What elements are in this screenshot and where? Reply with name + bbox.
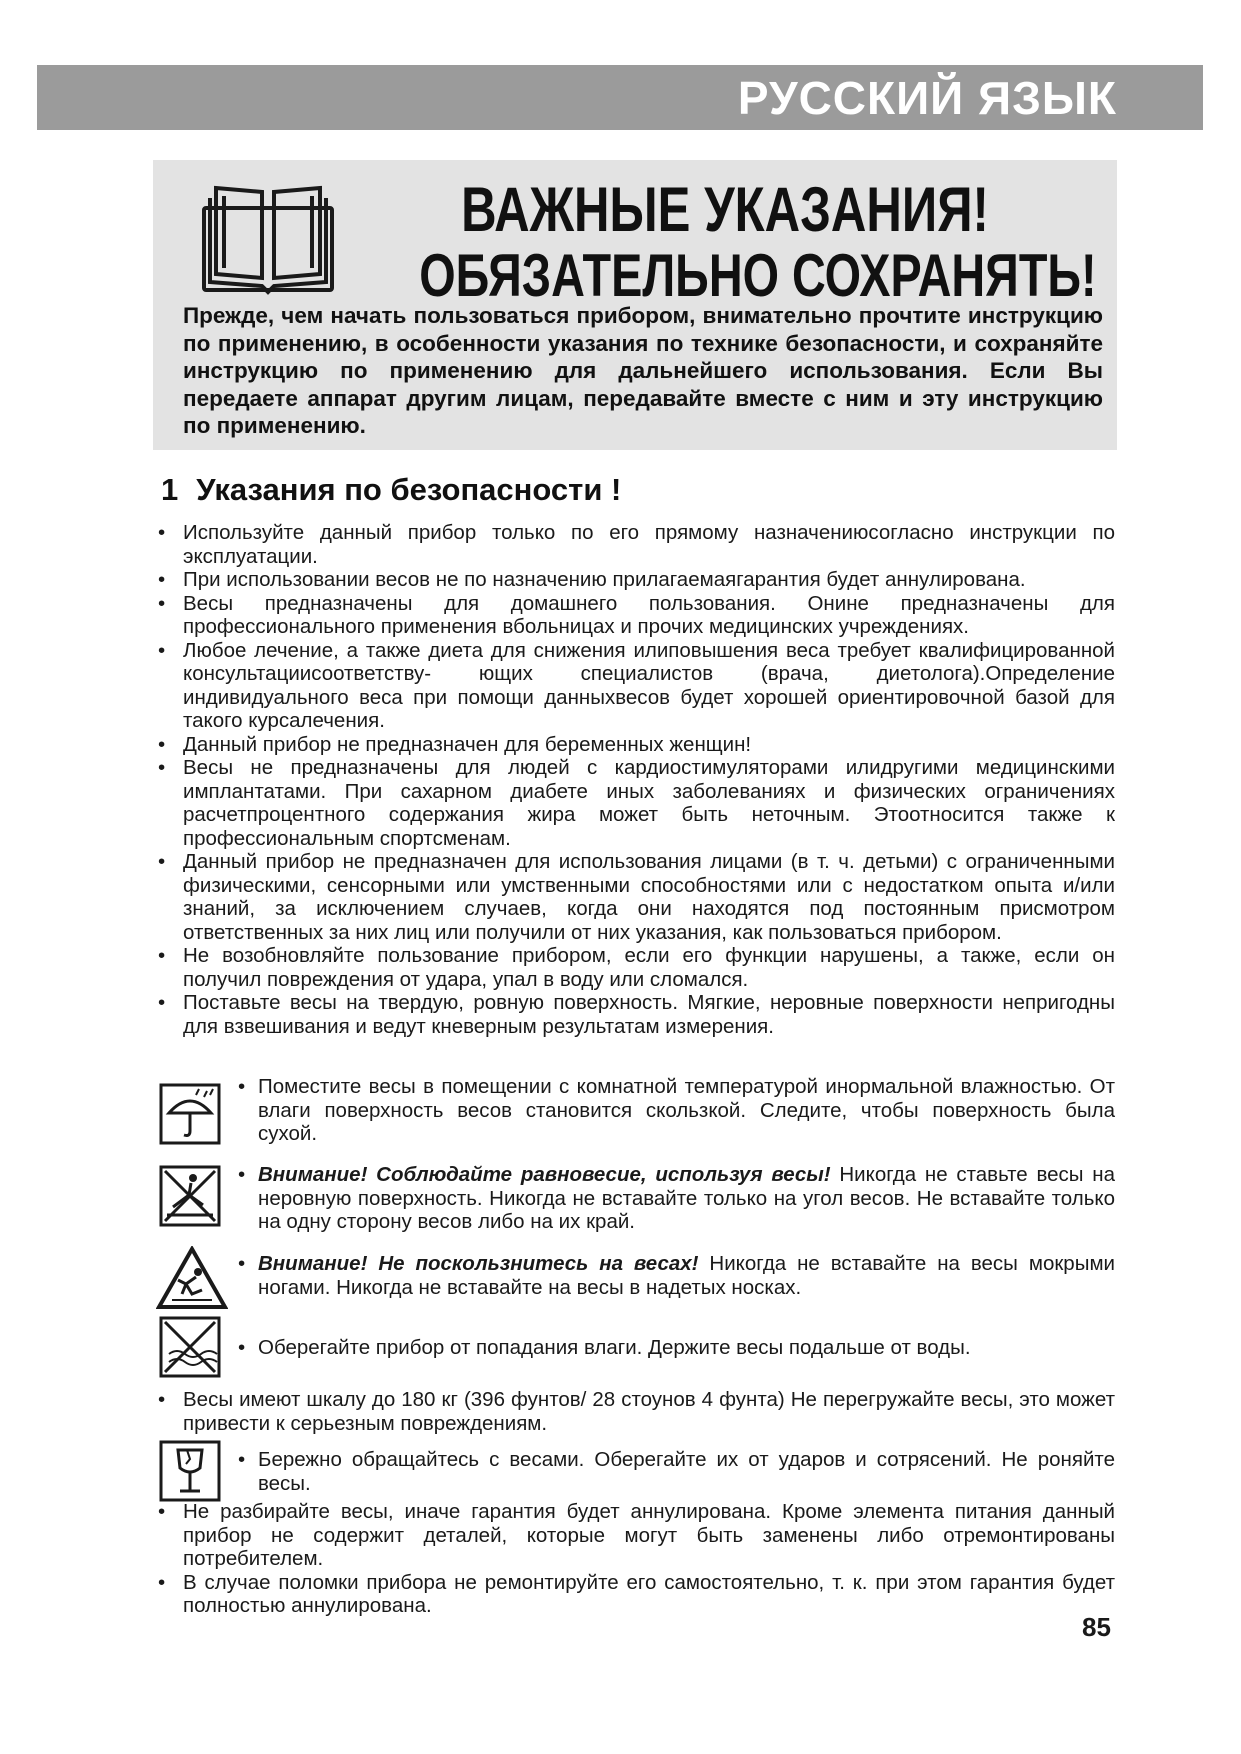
balance-emphasis: Внимание! Соблюдайте равновесие, используя весы! <box>258 1163 831 1186</box>
safety-list-top <box>155 521 1115 1038</box>
section-title <box>161 470 621 510</box>
water-text: • Оберегайте прибор от попадания влаги. Держите весы подальше от воды. <box>238 1336 1115 1360</box>
list-item: • Не разбирайте весы, иначе гарантия будет аннулирована. Кроме элемента питания данный прибор не содержит деталей, которые могут быть заменены либо отремонтированы потребителем. <box>155 1500 1115 1571</box>
list-item: • Используйте данный прибор только по его прямому назначениюсогласно инструкции по эксплуатации. <box>155 521 1115 568</box>
slip-body: Никогда не вставайте на весы мокрыми ногами. Никогда не вставайте на весы в надетых носках. <box>258 1252 1115 1299</box>
no-edge-standing-icon <box>159 1165 221 1227</box>
list-item: • Любое лечение, а также диета для снижения илиповышения веса требует квалифицированной консультациисоответству- ющих специалистов (врача, диетолога).Определение индивидуального веса при помощи данныхвесов будет хорошей ориентировочной базой для такого курсалечения. <box>155 639 1115 733</box>
notice-heading-line2: ОБЯЗАТЕЛЬНО СОХРАНЯТЬ! <box>419 242 1097 309</box>
list-item: • Данный прибор не предназначен для использования лицами (в т. ч. детьми) с ограниченными физическими, сенсорными или умственными способностями или с недостатком опыта и/или знаний, за исключением случаев, когда они находятся под постоянным присмотром ответственных за них лиц или получили от них указания, как пользоваться прибором. <box>155 850 1115 944</box>
umbrella-humidity-icon <box>159 1083 221 1145</box>
safety-list-bottom <box>155 1500 1115 1618</box>
slip-warning-icon <box>156 1246 228 1310</box>
no-water-icon <box>159 1316 221 1378</box>
list-item: • Весы имеют шкалу до 180 кг (396 фунтов/ 28 стоунов 4 фунта) Не перегружайте весы, это может привести к серьезным повреждениям. <box>155 1388 1115 1435</box>
notice-heading-line1: ВАЖНЫЕ УКАЗАНИЯ! <box>461 175 989 245</box>
humidity-text: • Поместите весы в помещении с комнатной температурой инормальной влажностью. От влаги поверхность весов становится скользкой. Следите, чтобы поверхность была сухой. <box>238 1075 1115 1146</box>
fragile-glass-icon <box>159 1440 221 1502</box>
section-title-text: Указания по безопасности ! <box>196 472 622 507</box>
list-item: • В случае поломки прибора не ремонтируйте его самостоятельно, т. к. при этом гарантия будет полностью аннулирована. <box>155 1571 1115 1618</box>
list-item: • Данный прибор не предназначен для беременных женщин! <box>155 733 1115 757</box>
slip-emphasis: Внимание! Не поскользнитесь на весах! <box>258 1252 699 1275</box>
balance-body: Никогда не ставьте весы на неровную поверхность. Никогда не вставайте только на угол весов. Не вставайте только на одну сторону весов либо на их край. <box>258 1163 1115 1233</box>
section-number: 1 <box>161 472 179 507</box>
list-item: • Весы предназначены для домашнего пользования. Онине предназначены для профессионального применения вбольницах и прочих медицинских учреждениях. <box>155 592 1115 639</box>
header-bar <box>37 65 1203 130</box>
balance-text <box>238 1163 1115 1234</box>
slip-text <box>238 1252 1115 1299</box>
page-number: 85 <box>1082 1612 1111 1642</box>
fragile-text: • Бережно обращайтесь с весами. Оберегайте их от ударов и сотрясений. Не роняйте весы. <box>238 1448 1115 1495</box>
list-item: • Весы не предназначены для людей с кардиостимуляторами илидругими медицинскими имплантатами. При сахарном диабете иных заболеваниях и физических ограничениях расчетпроцентного содержания жира может быть неточным. Этоотносится также к профессиональным спортсменам. <box>155 756 1115 850</box>
important-notice-box <box>153 160 1117 450</box>
language-title: РУССКИЙ ЯЗЫК <box>737 72 1117 124</box>
list-item: • Поставьте весы на твердую, ровную поверхность. Мягкие, неровные поверхности непригодны для взвешивания и ведут кневерным результатам измерения. <box>155 991 1115 1038</box>
capacity-list <box>155 1388 1115 1435</box>
list-item: • При использовании весов не по назначению прилагаемаягарантия будет аннулирована. <box>155 568 1115 592</box>
list-item: • Не возобновляйте пользование прибором, если его функции нарушены, а также, если он получил повреждения от удара, упал в воду или сломался. <box>155 944 1115 991</box>
notice-text: Прежде, чем начать пользоваться прибором, внимательно прочтите инструкцию по применению, в особенности указания по технике безопасности, и сохраняйте инструкцию по применению для дальнейшего использования. Если Вы передаете аппарат другим лицам, передавайте вместе с ним и эту инструкцию по применению. <box>183 303 1103 438</box>
book-icon <box>200 178 336 298</box>
